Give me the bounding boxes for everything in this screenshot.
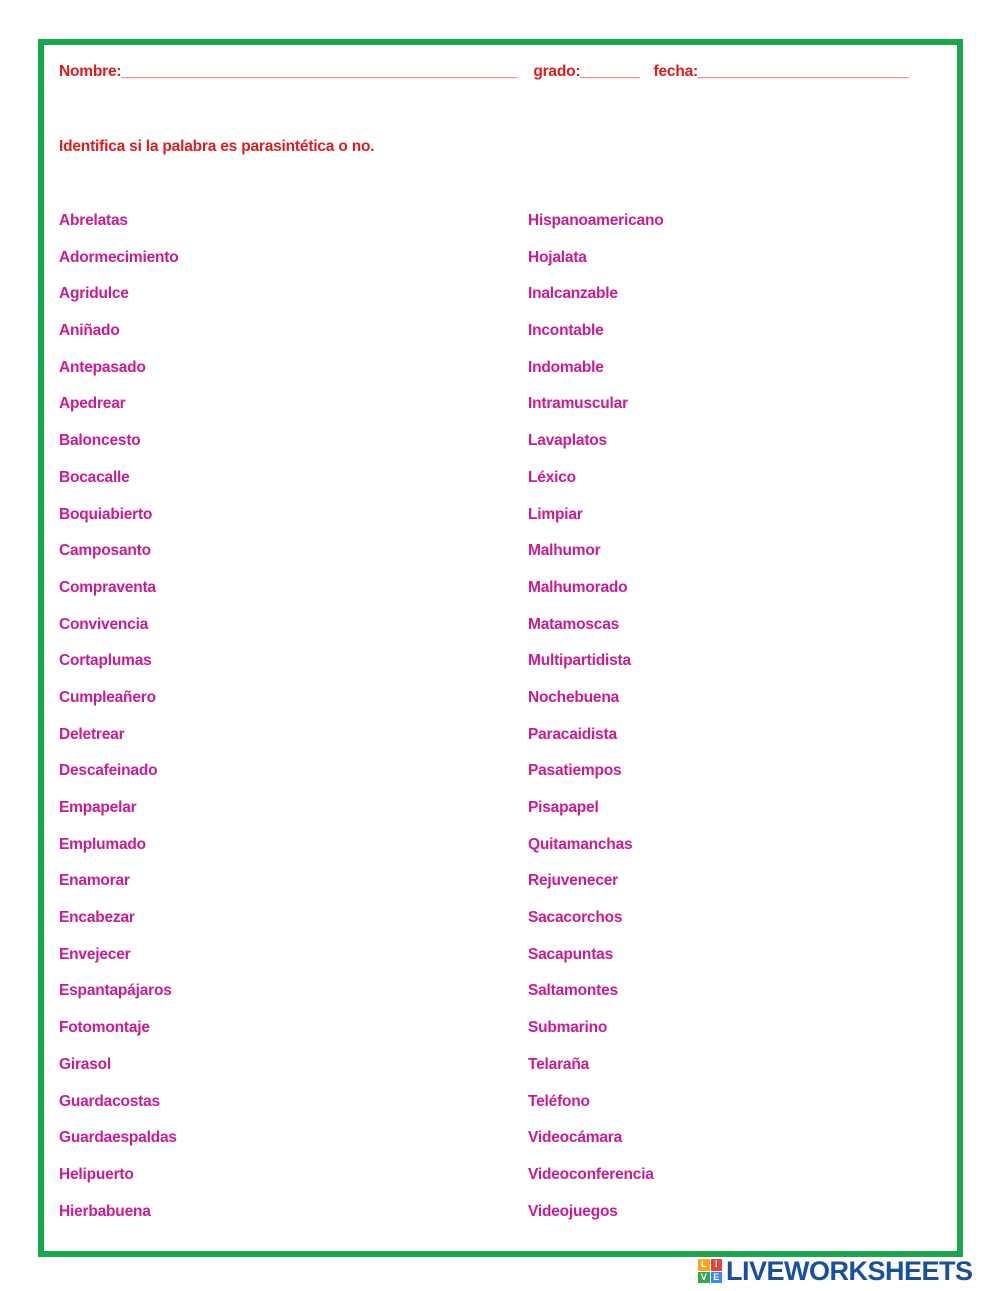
word-item: Pisapapel — [528, 799, 599, 816]
word-item: Incontable — [528, 322, 604, 340]
word-item: Baloncesto — [59, 432, 141, 450]
word-item: Videoconferencia — [528, 1165, 654, 1183]
word-item: Convivencia — [59, 615, 149, 633]
header-fields — [59, 63, 949, 81]
word-item: Girasol — [59, 1055, 112, 1073]
word-item: Quitamanchas — [528, 835, 633, 853]
word-item: Espantapájaros — [59, 982, 172, 1000]
word-item: Adormecimiento — [59, 248, 179, 266]
word-item: Apedrear — [59, 395, 126, 413]
word-item: Bocacalle — [59, 468, 130, 486]
word-item: Lavaplatos — [528, 432, 607, 450]
word-item: Camposanto — [59, 542, 151, 560]
word-item: Multipartidista — [528, 652, 631, 670]
word-item: Videocámara — [528, 1129, 623, 1147]
word-item: Paracaidista — [528, 725, 617, 743]
word-item: Limpiar — [528, 505, 583, 523]
word-list-left — [59, 210, 179, 1237]
instruction-text: Identifica si la palabra es parasintética o no. — [59, 138, 375, 155]
word-item: Encabezar — [59, 909, 135, 927]
word-item: Teléfono — [528, 1092, 590, 1110]
word-item: Helipuerto — [59, 1165, 134, 1183]
worksheet-frame — [38, 39, 963, 1257]
word-list-right — [528, 210, 663, 1237]
grado-line[interactable]: _______ — [580, 63, 640, 80]
word-item: Antepasado — [59, 358, 146, 376]
logo-letter: I — [711, 1259, 723, 1271]
word-item: Indomable — [528, 358, 604, 376]
brand-logo — [698, 1256, 973, 1286]
word-item: Sacapuntas — [528, 945, 614, 963]
word-item: Enamorar — [59, 872, 130, 890]
word-item: Empapelar — [59, 799, 137, 816]
brand-name: LIVEWORKSHEETS — [726, 1255, 973, 1286]
word-item: Nochebuena — [528, 688, 620, 706]
word-item: Aniñado — [59, 322, 120, 340]
word-item: Submarino — [528, 1019, 608, 1037]
word-item: Saltamontes — [528, 982, 618, 1000]
word-item: Rejuvenecer — [528, 872, 618, 890]
word-item: Matamoscas — [528, 615, 620, 633]
word-item: Sacacorchos — [528, 909, 623, 927]
word-item: Abrelatas — [59, 212, 128, 229]
word-item: Hispanoamericano — [528, 212, 664, 229]
word-item: Inalcanzable — [528, 285, 618, 303]
word-item: Descafeinado — [59, 762, 158, 780]
logo-letter: V — [698, 1272, 710, 1284]
word-item: Envejecer — [59, 945, 131, 963]
word-item: Guardacostas — [59, 1092, 160, 1110]
word-item: Malhumor — [528, 542, 601, 560]
word-item: Videojuegos — [528, 1202, 618, 1220]
word-item: Malhumorado — [528, 578, 628, 596]
word-item: Cumpleañero — [59, 688, 156, 706]
word-item: Hierbabuena — [59, 1202, 151, 1220]
fecha-label: fecha: — [653, 63, 698, 80]
word-item: Compraventa — [59, 578, 156, 596]
word-item: Agridulce — [59, 285, 129, 303]
liveworksheets-logo-icon — [698, 1259, 722, 1283]
word-item: Léxico — [528, 468, 576, 486]
word-item: Deletrear — [59, 725, 125, 743]
fecha-line[interactable]: _________________________ — [697, 63, 909, 80]
word-item: Boquiabierto — [59, 505, 153, 523]
word-item: Hojalata — [528, 248, 587, 266]
nombre-label: Nombre: — [59, 63, 122, 80]
word-item: Fotomontaje — [59, 1019, 150, 1037]
logo-letter: E — [711, 1272, 723, 1284]
word-item: Guardaespaldas — [59, 1129, 177, 1147]
grado-label: grado: — [533, 63, 581, 80]
word-item: Cortaplumas — [59, 652, 152, 670]
word-item: Intramuscular — [528, 395, 628, 413]
word-item: Telaraña — [528, 1055, 590, 1073]
nombre-line[interactable]: _______________________________________________ — [121, 63, 518, 80]
word-item: Emplumado — [59, 835, 146, 853]
logo-letter: L — [698, 1259, 710, 1271]
word-item: Pasatiempos — [528, 762, 622, 780]
